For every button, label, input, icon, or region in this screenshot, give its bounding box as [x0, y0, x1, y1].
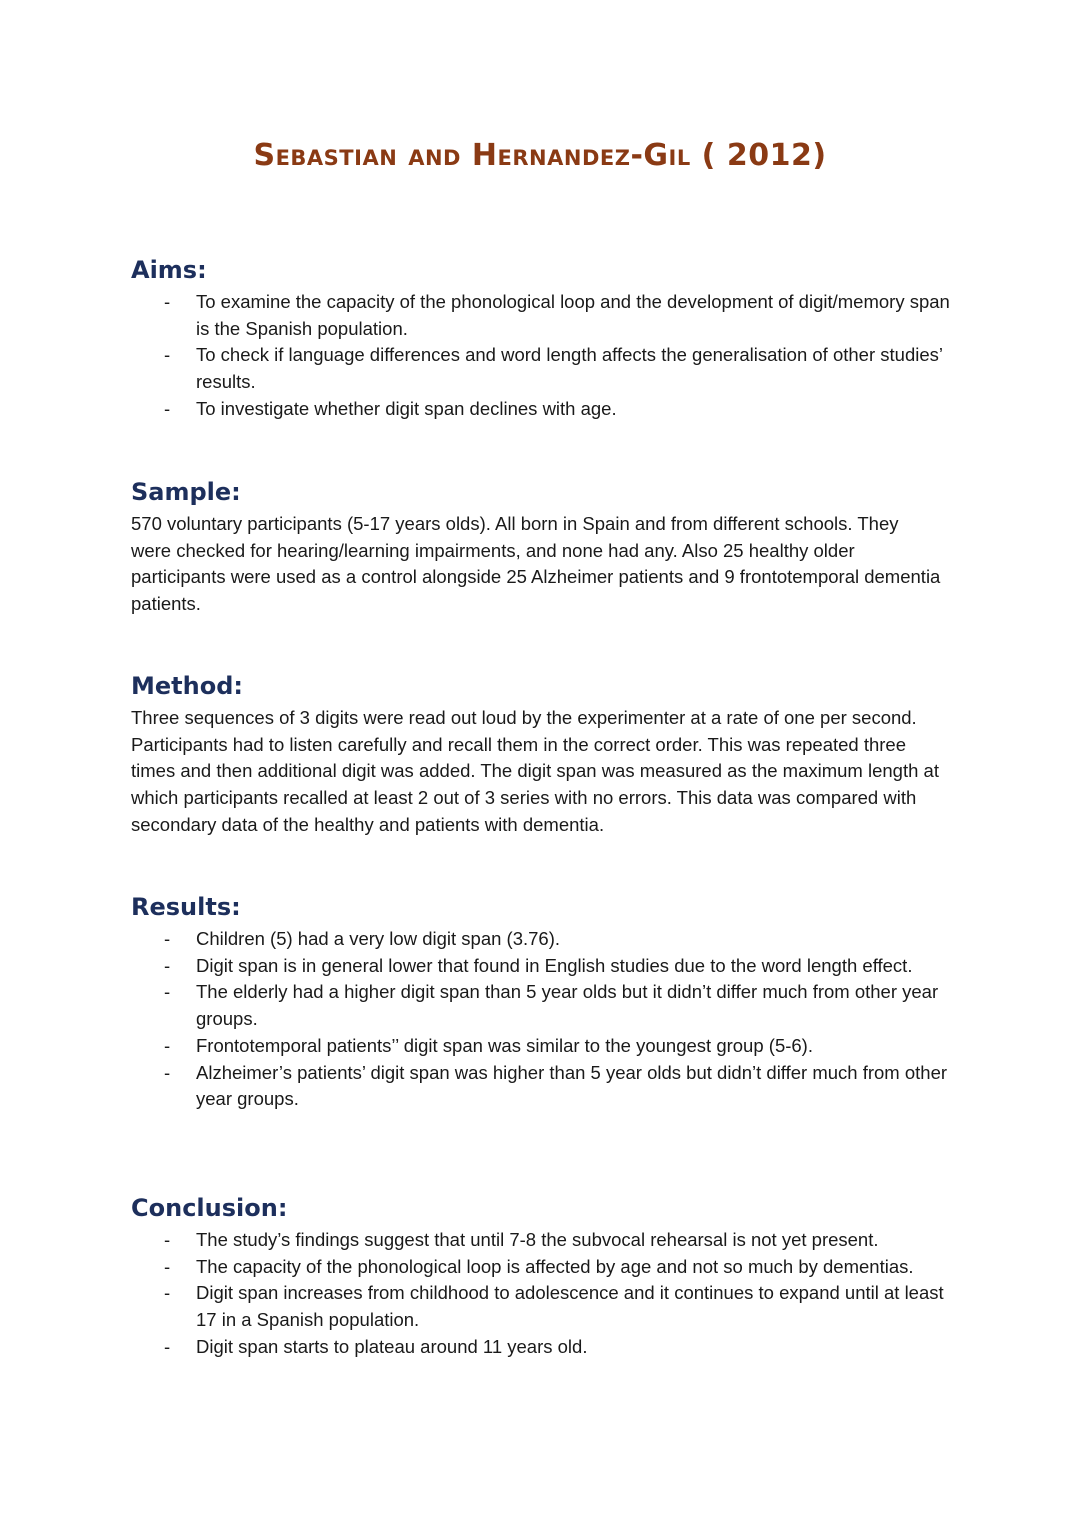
- results-list: [131, 926, 951, 1113]
- list-item-text: To check if language differences and word length affects the generalisation of other studies’ results.: [196, 344, 943, 393]
- list-item-text: Digit span increases from childhood to adolescence and it continues to expand until at least 17 in a Spanish population.: [196, 1282, 944, 1331]
- list-item-text: Frontotemporal patients’’ digit span was similar to the youngest group (5-6).: [196, 1034, 813, 1056]
- list-item: [164, 1033, 951, 1060]
- bullet-dash: -: [164, 954, 171, 976]
- aims-section: [131, 255, 951, 423]
- bullet-dash: -: [164, 1255, 171, 1277]
- method-section: [131, 671, 951, 839]
- results-heading: Results:: [131, 893, 241, 921]
- bullet-dash: -: [164, 1034, 171, 1056]
- list-item: [164, 289, 951, 342]
- list-item: [164, 1060, 951, 1113]
- list-item: [164, 342, 951, 395]
- sample-text: 570 voluntary participants (5-17 years olds). All born in Spain and from different schools. They were checked for hearing/learning impairments, and none had any. Also 25 healthy older participants were used as a control alongside 25 Alzheimer patients and 9 frontotemporal dementia patients.: [131, 513, 941, 615]
- aims-list: [131, 289, 951, 423]
- aims-heading: Aims:: [131, 256, 207, 284]
- bullet-dash: -: [164, 981, 171, 1003]
- list-item-text: The capacity of the phonological loop is affected by age and not so much by dementias.: [196, 1255, 914, 1277]
- list-item-text: The elderly had a higher digit span than 5 year olds but it didn’t differ much from other year groups.: [196, 981, 939, 1030]
- list-item-text: Digit span starts to plateau around 11 years old.: [196, 1335, 588, 1357]
- conclusion-section: [131, 1193, 951, 1361]
- list-item: [164, 1280, 951, 1333]
- sample-heading: Sample:: [131, 478, 241, 506]
- bullet-dash: -: [164, 344, 171, 366]
- list-item: [164, 1334, 951, 1361]
- bullet-dash: -: [164, 928, 171, 949]
- list-item-text: Digit span is in general lower that found in English studies due to the word length effect.: [196, 954, 913, 976]
- list-item: [164, 979, 951, 1032]
- bullet-dash: -: [164, 1282, 171, 1304]
- method-text: Three sequences of 3 digits were read out loud by the experimenter at a rate of one per second. Participants had to listen carefully and recall them in the correct order. This was repeated three times and then additional digit was added. The digit span was measured as the maximum length at which participants recalled at least 2 out of 3 series with no errors. This data was compared with secondary data of the healthy and patients with dementia.: [131, 707, 939, 835]
- list-item-text: To investigate whether digit span declines with age.: [196, 397, 617, 419]
- list-item: [164, 1254, 951, 1281]
- list-item: [164, 396, 951, 423]
- bullet-dash: -: [164, 1061, 171, 1083]
- page-title: Sebastian and Hernandez-Gil ( 2012): [253, 138, 827, 173]
- conclusion-heading: Conclusion:: [131, 1194, 288, 1222]
- bullet-dash: -: [164, 1335, 171, 1357]
- bullet-dash: -: [164, 1229, 171, 1250]
- bullet-dash: -: [164, 397, 171, 419]
- results-section: [131, 892, 951, 1113]
- list-item-text: To examine the capacity of the phonological loop and the development of digit/memory span is the Spanish population.: [196, 291, 950, 339]
- list-item: [164, 1227, 951, 1254]
- list-item-text: The study’s findings suggest that until 7-8 the subvocal rehearsal is not yet present.: [196, 1229, 879, 1250]
- list-item-text: Alzheimer’s patients’ digit span was higher than 5 year olds but didn’t differ much from other year groups.: [196, 1061, 948, 1110]
- method-heading: Method:: [131, 672, 243, 700]
- list-item: [164, 953, 951, 980]
- list-item-text: Children (5) had a very low digit span (3.76).: [196, 928, 561, 949]
- sample-section: [131, 477, 951, 618]
- bullet-dash: -: [164, 291, 171, 312]
- list-item: [164, 926, 951, 953]
- conclusion-list: [131, 1227, 951, 1361]
